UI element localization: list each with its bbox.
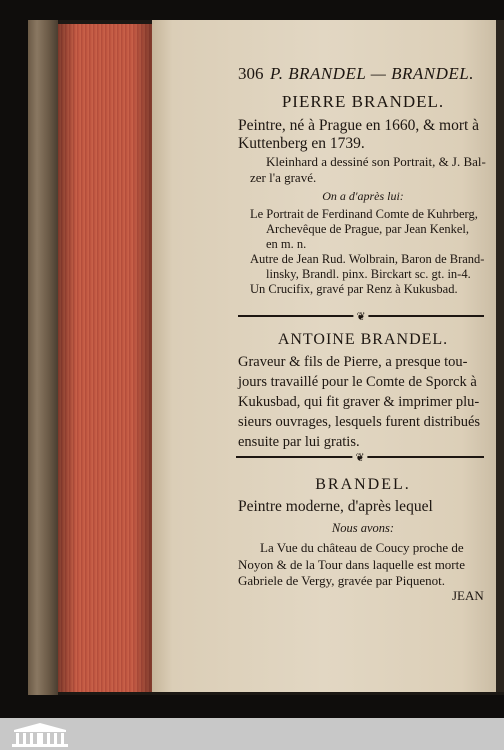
entry1-line-1: Peintre, né à Prague en 1660, & mort à: [238, 117, 480, 134]
entry-title-brandel: BRANDEL.: [315, 476, 411, 493]
entry3-work-2: Noyon & de la Tour dans laquelle est morte: [238, 557, 466, 572]
entry3-subhead: Nous avons:: [331, 521, 395, 535]
entry1-work-6: Un Crucifix, gravé par Renz à Kukusbad.: [250, 282, 458, 296]
entry1-line-4: zer l'a gravé.: [250, 170, 317, 185]
entry1-work-3: en m. n.: [266, 237, 307, 251]
entry2-line-1: Graveur & fils de Pierre, a presque tou-: [238, 354, 468, 370]
page-edges: [58, 24, 152, 692]
entry1-work-1: Le Portrait de Ferdinand Comte de Kuhrberg,: [250, 207, 478, 221]
catchword: JEAN: [452, 588, 484, 603]
ornamental-rule-2: [236, 451, 484, 464]
entry-title-pierre: PIERRE BRANDEL.: [281, 92, 445, 111]
viewer-footer: [0, 718, 504, 750]
entry3-line-1: Peintre moderne, d'après lequel: [238, 498, 433, 515]
running-title: P. BRANDEL — BRANDEL.: [270, 64, 474, 83]
rule-ornament: ❦: [353, 310, 368, 323]
page-number: 306: [238, 64, 264, 83]
entry2-line-5: ensuite par lui gratis.: [238, 434, 360, 450]
entry3-work-1: La Vue du château de Coucy proche de: [260, 540, 464, 555]
entry-title-antoine: ANTOINE BRANDEL.: [277, 331, 449, 348]
entry1-subhead: On a d'après lui:: [322, 189, 404, 203]
entry1-work-2: Archevêque de Prague, par Jean Kenkel,: [266, 222, 470, 236]
ornamental-rule: [238, 310, 484, 323]
entry3-work-3: Gabriele de Vergy, gravée par Piquenot.: [238, 573, 445, 588]
book-cover-edge: [28, 20, 58, 695]
entry1-line-2: Kuttenberg en 1739.: [238, 135, 365, 152]
entry2-line-4: sieurs ouvrages, lesquels furent distribués: [238, 414, 481, 430]
entry1-work-4: Autre de Jean Rud. Wolbrain, Baron de Brand-: [250, 252, 485, 266]
entry1-line-3: Kleinhard a dessiné son Portrait, & J. Bal-: [266, 154, 486, 169]
library-logo: [8, 720, 72, 748]
right-page-shadow: [496, 20, 504, 692]
entry2-line-3: Kukusbad, qui fit graver & imprimer plu-: [238, 394, 480, 410]
entry1-work-5: linsky, Brandl. pinx. Birckart sc. gt. in-4.: [266, 267, 471, 281]
entry2-line-2: jours travaillé pour le Comte de Sporck à: [238, 374, 477, 390]
rule-ornament: ❦: [352, 451, 367, 464]
